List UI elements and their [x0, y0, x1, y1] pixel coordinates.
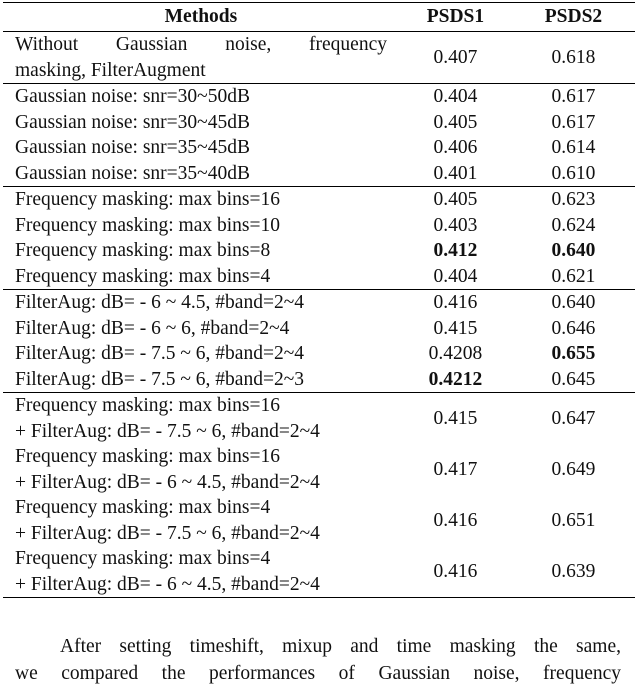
header-row	[3, 3, 635, 32]
psds2-cell: 0.623	[512, 187, 635, 213]
table-row	[3, 341, 635, 367]
psds1-cell: 0.416	[433, 509, 478, 531]
method-cell: Gaussian noise: snr=30~45dB	[15, 111, 250, 133]
psds1-cell: 0.405	[399, 187, 512, 213]
psds1-cell: 0.415	[399, 393, 512, 445]
paragraph-line: After setting timeshift, mixup and time masking the same,	[60, 636, 621, 657]
method-line: masking, FilterAugment	[15, 59, 206, 81]
method-cell: Frequency masking: max bins=8	[15, 240, 271, 261]
table-row	[3, 393, 635, 445]
method-cell: Gaussian noise: snr=30~50dB	[3, 84, 399, 110]
method-cell: FilterAug: dB= - 7.5 ~ 6, #band=2~4	[15, 343, 304, 364]
psds2-cell: 0.639	[512, 546, 635, 598]
psds1-cell: 0.405	[433, 111, 478, 133]
psds1-cell: 0.417	[433, 458, 478, 480]
table-row	[3, 495, 635, 546]
psds2-cell: 0.621	[551, 265, 596, 287]
psds2-cell: 0.651	[551, 509, 596, 531]
table-row	[3, 316, 635, 342]
method-line: + FilterAug: dB= - 7.5 ~ 6, #band=2~4	[15, 420, 320, 442]
table-row	[3, 110, 635, 136]
psds2-cell: 0.649	[551, 458, 596, 480]
table-row	[3, 264, 635, 290]
table-row	[3, 161, 635, 187]
method-cell: Frequency masking: max bins=10	[15, 214, 281, 236]
psds1-cell: 0.416	[399, 546, 512, 598]
psds1-cell: 0.4212	[428, 368, 483, 390]
method-line: Frequency masking: max bins=4	[15, 497, 271, 518]
method-cell: FilterAug: dB= - 6 ~ 6, #band=2~4	[15, 317, 290, 339]
psds1-cell: 0.401	[433, 162, 478, 184]
psds1-cell: 0.404	[433, 265, 478, 287]
psds2-cell: 0.655	[551, 343, 596, 364]
table-row	[3, 213, 635, 239]
method-cell	[3, 495, 399, 546]
psds1-cell: 0.412	[433, 240, 478, 261]
table-row	[3, 367, 635, 393]
psds2-cell: 0.640	[512, 290, 635, 316]
psds1-cell: 0.404	[399, 84, 512, 110]
psds2-cell: 0.610	[551, 162, 596, 184]
method-cell: Frequency masking: max bins=16	[3, 187, 399, 213]
results-table	[3, 2, 635, 598]
method-line: Frequency masking: max bins=16	[15, 446, 281, 467]
psds2-cell: 0.640	[551, 240, 596, 261]
psds1-cell: 0.407	[433, 46, 478, 68]
psds2-cell: 0.645	[551, 368, 596, 390]
psds1-cell: 0.415	[433, 317, 478, 339]
header-methods: Methods	[3, 3, 399, 32]
table-row	[3, 84, 635, 110]
method-line: + FilterAug: dB= - 6 ~ 4.5, #band=2~4	[15, 471, 320, 493]
table-row	[3, 135, 635, 161]
psds2-cell: 0.624	[551, 214, 596, 236]
method-line: Without Gaussian noise, frequency	[15, 34, 387, 55]
header-psds1: PSDS1	[399, 3, 512, 32]
psds2-cell: 0.618	[551, 46, 596, 68]
psds2-cell: 0.617	[551, 111, 596, 133]
table-row	[3, 546, 635, 598]
method-cell	[3, 393, 399, 445]
psds1-cell: 0.406	[433, 137, 478, 158]
method-cell: FilterAug: dB= - 7.5 ~ 6, #band=2~3	[15, 368, 304, 390]
method-line: + FilterAug: dB= - 6 ~ 4.5, #band=2~4	[15, 573, 320, 595]
table-row	[3, 32, 635, 84]
method-cell: Frequency masking: max bins=4	[15, 265, 271, 287]
header-psds2: PSDS2	[512, 3, 635, 32]
psds2-cell: 0.647	[512, 393, 635, 445]
psds2-cell: 0.646	[551, 317, 596, 339]
psds1-cell: 0.403	[433, 214, 478, 236]
table-row	[3, 238, 635, 264]
table-row	[3, 444, 635, 495]
method-line: + FilterAug: dB= - 7.5 ~ 6, #band=2~4	[15, 522, 320, 544]
table-row	[3, 187, 635, 213]
paragraph-line: we compared the performances of Gaussian noise, frequency	[15, 663, 621, 684]
body-paragraph	[15, 633, 621, 687]
method-cell	[3, 444, 399, 495]
method-line: Frequency masking: max bins=4	[15, 548, 271, 569]
method-cell	[3, 546, 399, 598]
psds2-cell: 0.617	[512, 84, 635, 110]
psds1-cell: 0.4208	[428, 343, 483, 364]
method-line: Frequency masking: max bins=16	[15, 395, 281, 416]
method-cell: FilterAug: dB= - 6 ~ 4.5, #band=2~4	[3, 290, 399, 316]
psds1-cell: 0.416	[399, 290, 512, 316]
psds2-cell: 0.614	[551, 137, 596, 158]
method-cell: Gaussian noise: snr=35~40dB	[15, 162, 250, 184]
method-cell: Gaussian noise: snr=35~45dB	[15, 137, 250, 158]
method-cell	[3, 32, 399, 84]
table-row	[3, 290, 635, 316]
